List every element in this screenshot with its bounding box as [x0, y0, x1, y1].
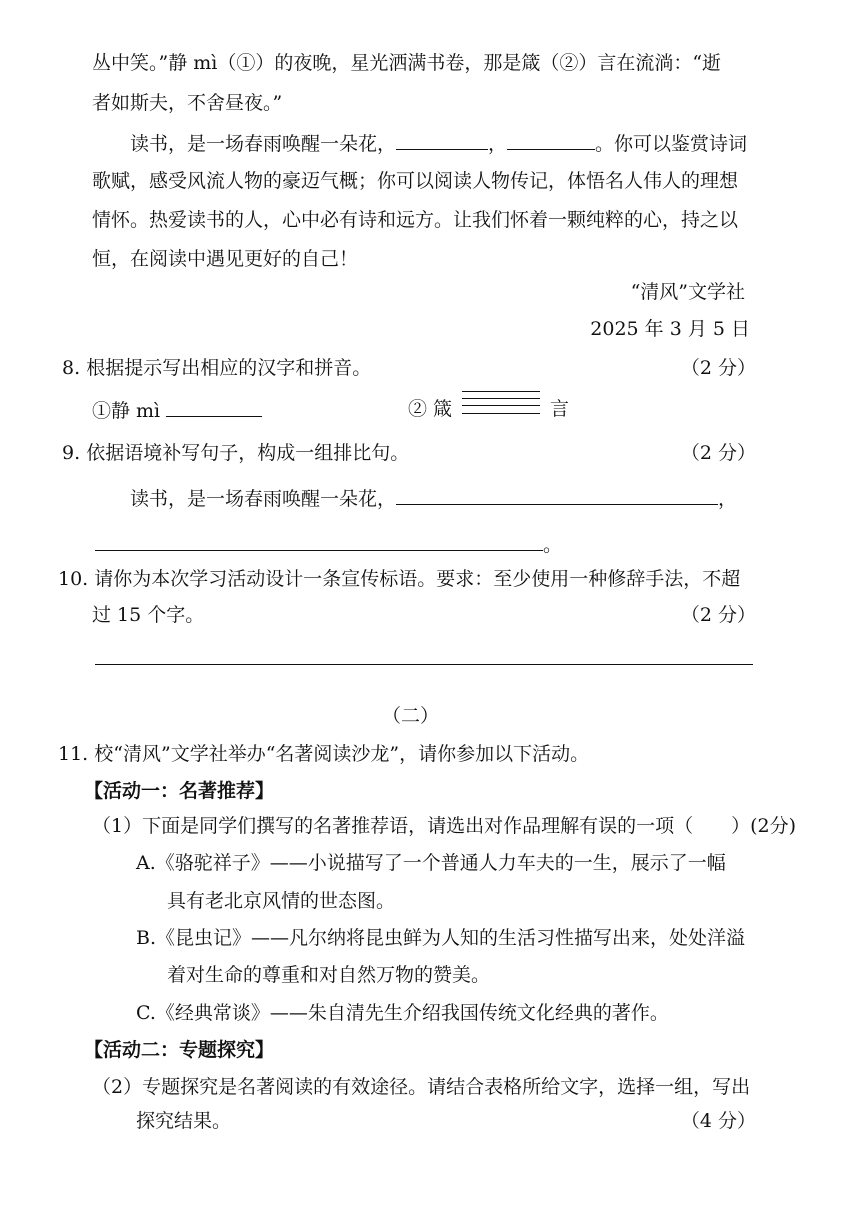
- passage-line-2: 者如斯夫，不舍昼夜。”: [92, 92, 283, 114]
- q10-score: （2 分）: [680, 604, 756, 626]
- q9-prompt: [62, 440, 409, 466]
- q11-sub-1: （1）下面是同学们撰写的名著推荐语，请选出对作品理解有误的一项（ ）(2分): [92, 815, 797, 837]
- q9-number: 9.: [62, 442, 81, 464]
- option-b-line-2: 着对生命的尊重和对自然万物的赞美。: [167, 964, 491, 986]
- q8-item-1-label: ①静 mì: [92, 400, 161, 422]
- passage-line-5: 情怀。热爱读书的人，心中必有诗和远方。让我们怀着一颗纯粹的心，持之以: [92, 209, 739, 231]
- q8-number: 8.: [62, 357, 81, 379]
- passage-blank-2[interactable]: [507, 129, 595, 150]
- q10-number: 10.: [58, 568, 89, 590]
- passage-line-3-text: 读书，是一场春雨唤醒一朵花，: [130, 133, 397, 155]
- q9-score: （2 分）: [680, 442, 756, 464]
- option-a-line-1: A.《骆驼祥子》——小说描写了一个普通人力车夫的一生，展示了一幅: [136, 852, 726, 874]
- q8-answer-1[interactable]: [166, 396, 262, 417]
- q9-lead-line: [130, 484, 737, 512]
- passage-line-3: [130, 129, 747, 157]
- q9-answer-2[interactable]: [95, 530, 543, 551]
- q10-prompt-line-1: [58, 566, 740, 592]
- q8-item-2-tail: 言: [550, 398, 570, 420]
- q8-answer-2[interactable]: [462, 397, 540, 423]
- signature-date: 2025 年 3 月 5 日: [590, 318, 750, 340]
- q9-comma: ，: [718, 488, 738, 510]
- section-two-heading: （二）: [382, 705, 440, 727]
- option-a-line-2: 具有老北京风情的世态图。: [167, 890, 396, 912]
- q10-prompt-line-2: 过 15 个字。: [92, 604, 205, 626]
- passage-line-1: 丛中笑。”静 mì（①）的夜晚，星光洒满书卷，那是箴（②）言在流淌：“逝: [92, 52, 722, 74]
- q11-prompt: [58, 741, 589, 767]
- q11-sub-2-line-2: 探究结果。: [136, 1110, 232, 1132]
- q8-text: 根据提示写出相应的汉字和拼音。: [86, 357, 372, 379]
- q9-period: 。: [543, 534, 563, 556]
- q11-text: 校“清风”文学社举办“名著阅读沙龙”，请你参加以下活动。: [94, 743, 590, 765]
- q8-score: （2 分）: [680, 357, 756, 379]
- q8-prompt: [62, 355, 371, 381]
- passage-comma: ，: [488, 133, 508, 155]
- signature: “清风”文学社: [630, 281, 745, 303]
- option-b-line-1: B.《昆虫记》——凡尔纳将昆虫鲜为人知的生活习性描写出来，处处洋溢: [136, 927, 746, 949]
- passage-line-3-tail: 。你可以鉴赏诗词: [595, 133, 748, 155]
- q8-item-2: [408, 396, 569, 423]
- q10-answer-line[interactable]: [95, 664, 753, 665]
- passage-line-4: 歌赋，感受风流人物的豪迈气概；你可以阅读人物传记，体悟名人伟人的理想: [92, 170, 739, 192]
- q9-second-line: [95, 530, 562, 558]
- activity-two-heading: 【活动二：专题探究】: [84, 1039, 275, 1061]
- q9-lead: 读书，是一场春雨唤醒一朵花，: [130, 488, 397, 510]
- q8-item-2-label: ② 箴: [408, 398, 453, 420]
- q11-sub-2-score: （4 分）: [680, 1110, 756, 1132]
- q9-text: 依据语境补写句子，构成一组排比句。: [86, 442, 410, 464]
- passage-blank-1[interactable]: [396, 129, 488, 150]
- activity-one-heading: 【活动一：名著推荐】: [84, 780, 275, 802]
- passage-line-6: 恒，在阅读中遇见更好的自己！: [92, 248, 359, 270]
- q11-number: 11.: [58, 743, 89, 765]
- q11-sub-2-line-1: （2）专题探究是名著阅读的有效途径。请结合表格所给文字，选择一组，写出: [92, 1076, 751, 1098]
- q8-item-1: [92, 396, 262, 424]
- option-c: C.《经典常谈》——朱自清先生介绍我国传统文化经典的著作。: [136, 1002, 669, 1024]
- q10-text-1: 请你为本次学习活动设计一条宣传标语。要求：至少使用一种修辞手法，不超: [94, 568, 741, 590]
- q9-answer-1[interactable]: [396, 484, 718, 505]
